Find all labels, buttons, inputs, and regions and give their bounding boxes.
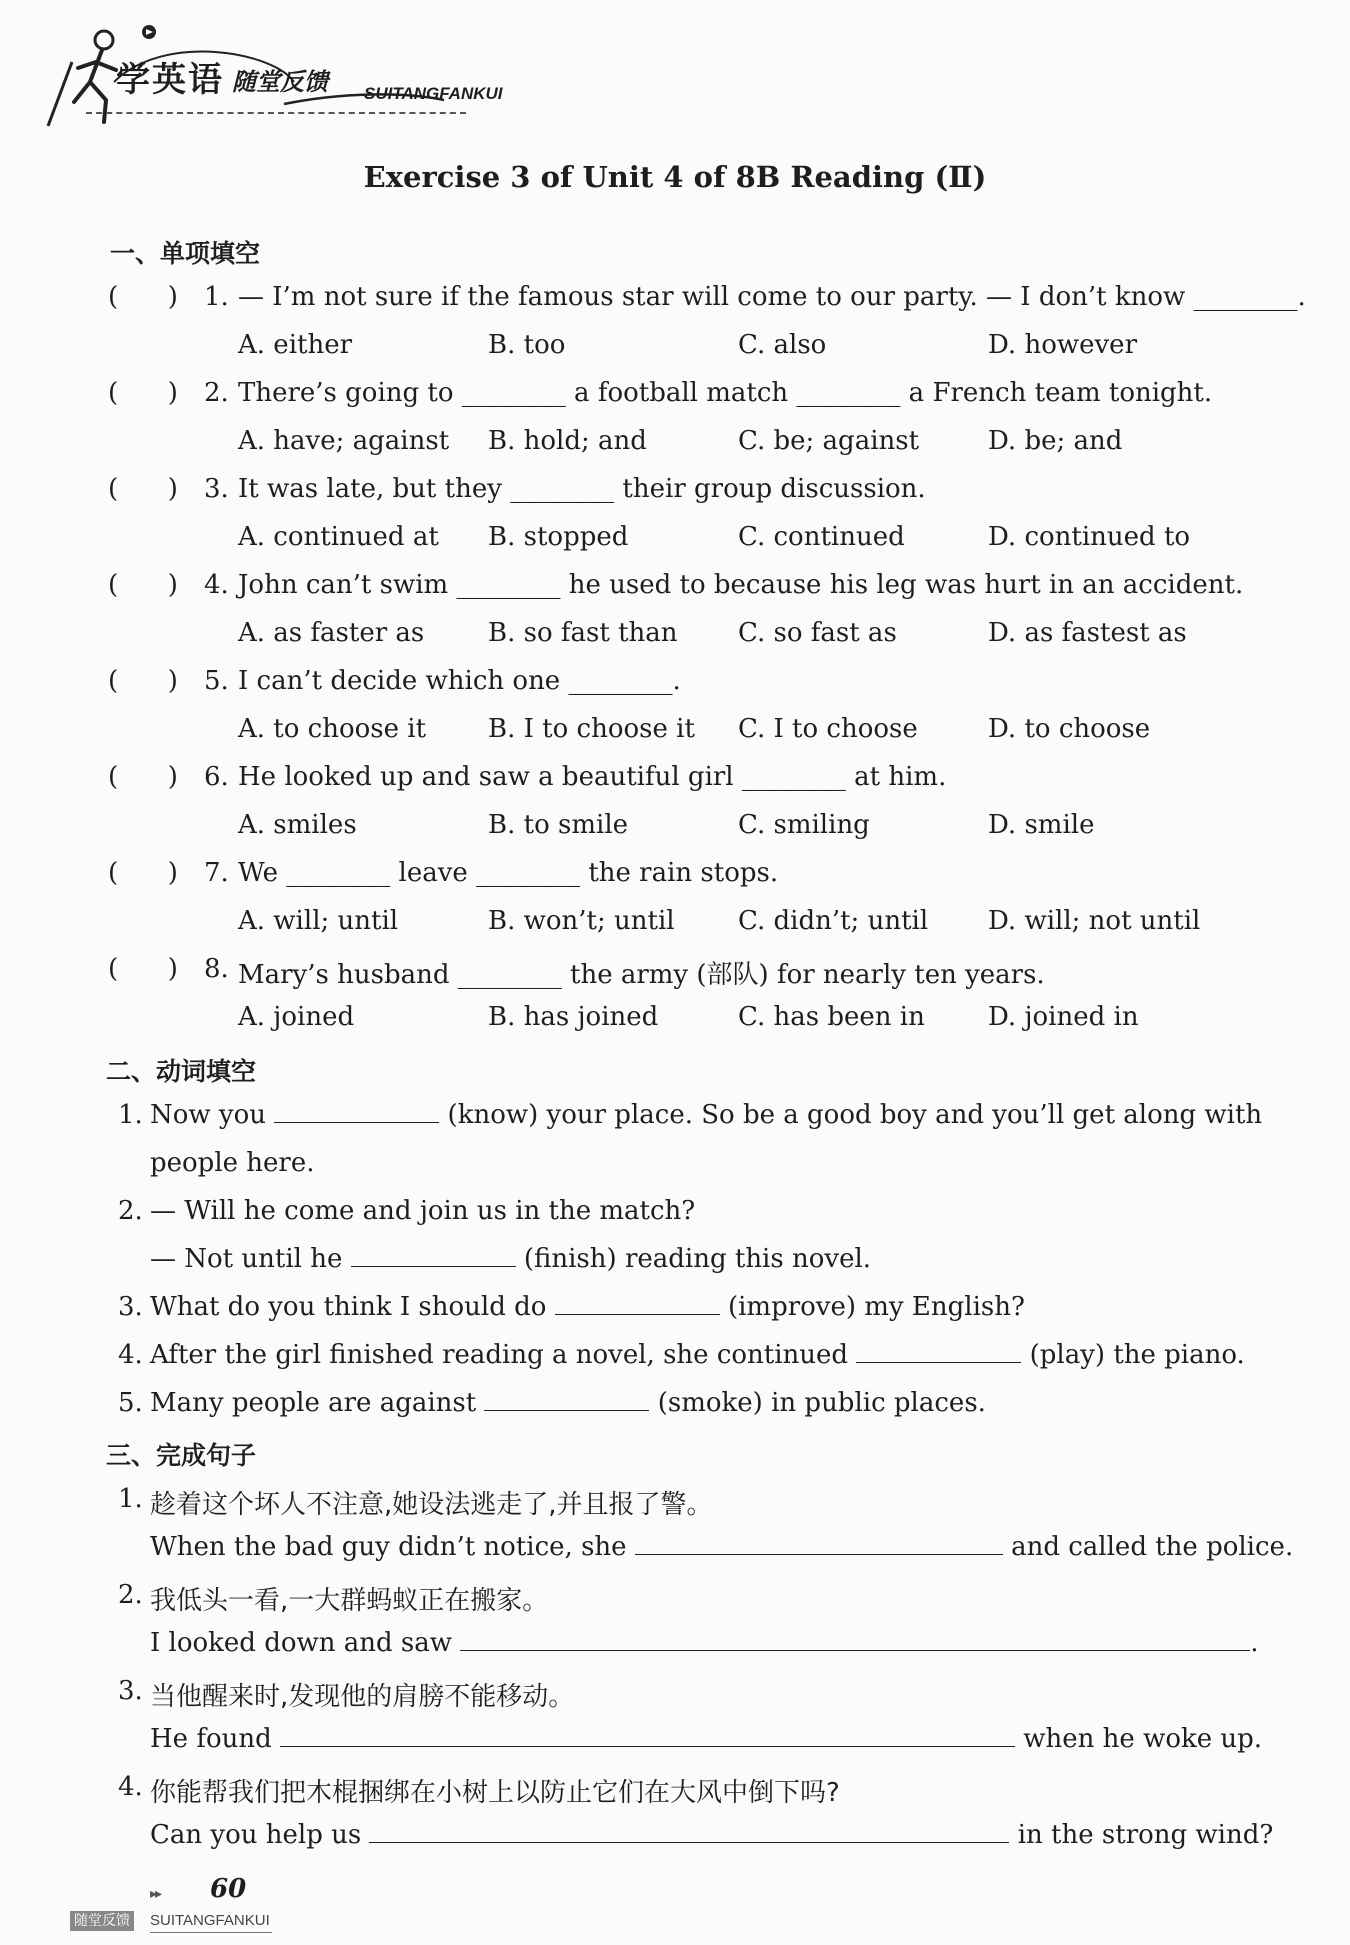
page-number: 60: [210, 1874, 247, 1904]
verb-hint: (know): [447, 1100, 539, 1130]
item-number: 4.: [118, 1772, 143, 1802]
answer-blank[interactable]: [274, 1100, 439, 1123]
item-post: reading this novel.: [624, 1244, 872, 1274]
option-a[interactable]: A. to choose it: [238, 714, 427, 744]
answer-bracket[interactable]: ( ): [108, 474, 178, 504]
option-d[interactable]: D. continued to: [988, 522, 1191, 552]
answer-blank[interactable]: [280, 1724, 1015, 1747]
option-b[interactable]: B. I to choose it: [488, 714, 695, 744]
page-title: Exercise 3 of Unit 4 of 8B Reading (Ⅱ): [363, 160, 987, 194]
item-post: in public places.: [771, 1388, 986, 1418]
footer-arrow-icon: ▸▸: [150, 1886, 161, 1902]
answer-bracket[interactable]: ( ): [108, 762, 178, 792]
question-number: 5.: [204, 666, 229, 696]
verb-hint: (play): [1029, 1340, 1106, 1370]
item-text: [150, 1244, 871, 1274]
question-number: 2.: [204, 378, 229, 408]
chinese-prompt: 你能帮我们把木棍捆绑在小树上以防止它们在大风中倒下吗?: [150, 1778, 840, 1808]
chinese-prompt: 我低头一看,一大群蚂蚁正在搬家。: [150, 1586, 549, 1616]
option-d[interactable]: D. to choose: [988, 714, 1151, 744]
option-d[interactable]: D. will; not until: [988, 906, 1201, 936]
question-text: — I’m not sure if the famous star will come to our party. — I don’t know ________.: [238, 282, 1306, 312]
question-number: 4.: [204, 570, 229, 600]
option-d[interactable]: D. smile: [988, 810, 1095, 840]
item-post: your place. So be a good boy and you’ll get along with: [546, 1100, 1263, 1130]
option-c[interactable]: C. didn’t; until: [738, 906, 929, 936]
answer-blank[interactable]: [460, 1628, 1250, 1651]
option-d[interactable]: D. as fastest as: [988, 618, 1187, 648]
footer-divider: [150, 1932, 272, 1933]
item-number: 5.: [118, 1388, 143, 1418]
option-a[interactable]: A. joined: [238, 1002, 355, 1032]
item-pre: Many people are against: [150, 1388, 477, 1418]
question-text: He looked up and saw a beautiful girl ________ at him.: [238, 762, 947, 792]
verb-hint: (smoke): [657, 1388, 763, 1418]
option-a[interactable]: A. will; until: [238, 906, 399, 936]
question-number: 3.: [204, 474, 229, 504]
question-text: John can’t swim ________ he used to because his leg was hurt in an accident.: [238, 570, 1244, 600]
option-d[interactable]: D. however: [988, 330, 1137, 360]
item-pre: Now you: [150, 1100, 267, 1130]
option-b[interactable]: B. stopped: [488, 522, 629, 552]
section3-heading: 三、完成句子: [106, 1441, 257, 1470]
item-post: and called the police.: [1011, 1532, 1294, 1562]
chinese-prompt: 趁着这个坏人不注意,她设法逃走了,并且报了警。: [150, 1490, 713, 1520]
item-number: 4.: [118, 1340, 143, 1370]
option-b[interactable]: B. to smile: [488, 810, 629, 840]
option-c[interactable]: C. so fast as: [738, 618, 897, 648]
question-number: 7.: [204, 858, 229, 888]
logo-subtitle: 随堂反馈: [232, 68, 328, 96]
answer-bracket[interactable]: ( ): [108, 858, 178, 888]
option-a[interactable]: A. either: [238, 330, 353, 360]
option-a[interactable]: A. continued at: [238, 522, 439, 552]
option-c[interactable]: C. I to choose: [738, 714, 918, 744]
header-divider: [86, 112, 466, 114]
item-text: [150, 1292, 1025, 1322]
item-post: .: [1250, 1628, 1259, 1658]
item-pre: When the bad guy didn’t notice, she: [150, 1532, 627, 1562]
item-post: in the strong wind?: [1017, 1820, 1274, 1850]
verb-hint: (finish): [523, 1244, 617, 1274]
item-number: 2.: [118, 1580, 143, 1610]
question-number: 8.: [204, 954, 229, 984]
item-pre: I looked down and saw: [150, 1628, 453, 1658]
option-b[interactable]: B. has joined: [488, 1002, 659, 1032]
question-text: It was late, but they ________ their group discussion.: [238, 474, 926, 504]
logo-latin: SUITANGFANKUI: [364, 84, 503, 103]
answer-blank[interactable]: [635, 1532, 1003, 1555]
option-b[interactable]: B. so fast than: [488, 618, 678, 648]
answer-blank[interactable]: [351, 1244, 516, 1267]
option-b[interactable]: B. won’t; until: [488, 906, 675, 936]
item-text: [150, 1820, 1273, 1850]
item-pre: Can you help us: [150, 1820, 362, 1850]
item-continuation: people here.: [150, 1148, 315, 1178]
item-text: [150, 1388, 986, 1418]
item-number: 1.: [118, 1484, 143, 1514]
item-text: [150, 1532, 1293, 1562]
item-text: [150, 1100, 1262, 1130]
option-c[interactable]: C. be; against: [738, 426, 920, 456]
item-text: [150, 1340, 1245, 1370]
question-text: Mary’s husband ________ the army (部队) for nearly ten years.: [238, 960, 1045, 990]
item-number: 3.: [118, 1676, 143, 1706]
item-question: — Will he come and join us in the match?: [150, 1196, 696, 1226]
question-number: 6.: [204, 762, 229, 792]
footer-latin: SUITANGFANKUI: [150, 1912, 270, 1929]
option-a[interactable]: A. smiles: [238, 810, 357, 840]
question-text: I can’t decide which one ________.: [238, 666, 681, 696]
item-post: the piano.: [1113, 1340, 1245, 1370]
answer-bracket[interactable]: ( ): [108, 954, 178, 984]
answer-bracket[interactable]: ( ): [108, 570, 178, 600]
answer-blank[interactable]: [484, 1388, 649, 1411]
verb-hint: (improve): [727, 1292, 857, 1322]
section2-heading: 二、动词填空: [106, 1057, 257, 1086]
item-post: when he woke up.: [1023, 1724, 1263, 1754]
option-a[interactable]: A. have; against: [238, 426, 450, 456]
answer-blank[interactable]: [369, 1820, 1009, 1843]
option-a[interactable]: A. as faster as: [238, 618, 425, 648]
option-c[interactable]: C. also: [738, 330, 827, 360]
footer-badge: 随堂反馈: [70, 1911, 134, 1931]
answer-bracket[interactable]: ( ): [108, 282, 178, 312]
item-text: [150, 1724, 1262, 1754]
option-d[interactable]: D. joined in: [988, 1002, 1139, 1032]
option-b[interactable]: B. too: [488, 330, 566, 360]
item-pre: — Not until he: [150, 1244, 343, 1274]
item-pre: What do you think I should do: [150, 1292, 547, 1322]
question-text: We ________ leave ________ the rain stops.: [238, 858, 779, 888]
item-post: my English?: [864, 1292, 1025, 1322]
item-number: 1.: [118, 1100, 143, 1130]
option-c[interactable]: C. continued: [738, 522, 905, 552]
answer-blank[interactable]: [856, 1340, 1021, 1363]
question-number: 1.: [204, 282, 229, 312]
item-number: 2.: [118, 1196, 143, 1226]
logo-title: 学英语: [116, 60, 224, 100]
answer-bracket[interactable]: ( ): [108, 378, 178, 408]
option-b[interactable]: B. hold; and: [488, 426, 647, 456]
chinese-prompt: 当他醒来时,发现他的肩膀不能移动。: [150, 1682, 575, 1712]
option-c[interactable]: C. has been in: [738, 1002, 925, 1032]
question-text: There’s going to ________ a football match ________ a French team tonight.: [238, 378, 1213, 408]
answer-blank[interactable]: [555, 1292, 720, 1315]
item-text: [150, 1628, 1259, 1658]
option-d[interactable]: D. be; and: [988, 426, 1123, 456]
section1-heading: 一、单项填空: [110, 239, 261, 268]
answer-bracket[interactable]: ( ): [108, 666, 178, 696]
option-c[interactable]: C. smiling: [738, 810, 870, 840]
item-pre: After the girl finished reading a novel, she continued: [150, 1340, 849, 1370]
item-pre: He found: [150, 1724, 272, 1754]
item-number: 3.: [118, 1292, 143, 1322]
